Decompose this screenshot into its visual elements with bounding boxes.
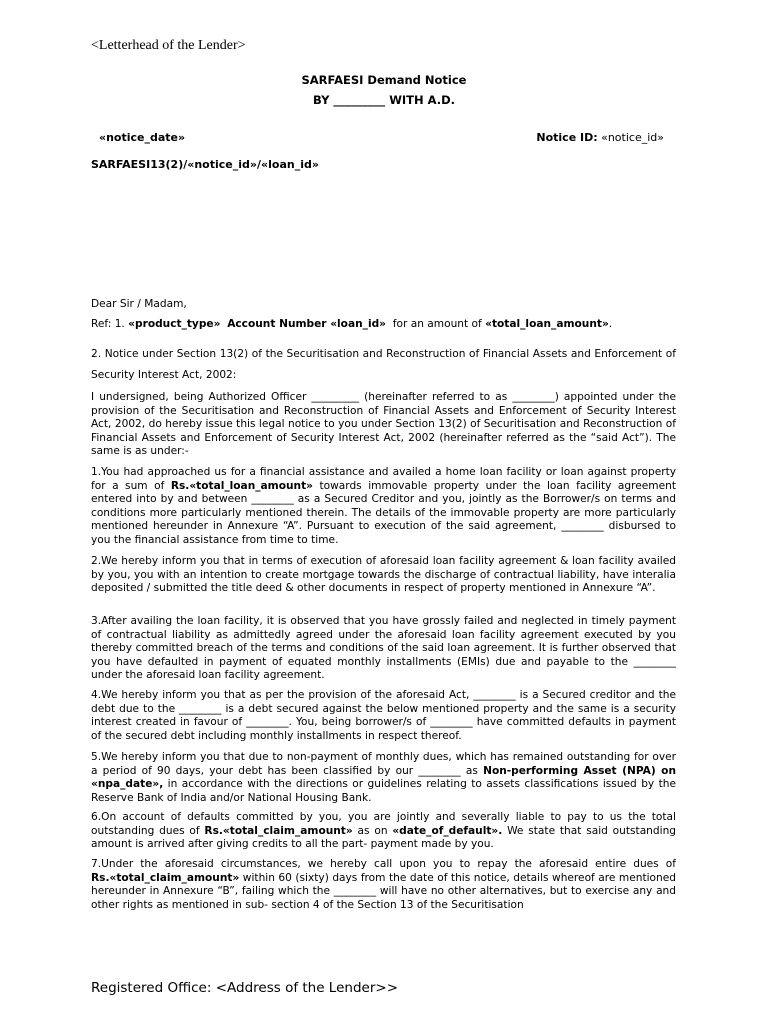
document-subtitle: BY _________ WITH A.D. [312,93,456,107]
paragraph-1 [91,466,676,548]
paragraph-6 [91,811,676,852]
intro-paragraph: I undersigned, being Authorized Officer _________ (hereinafter referred to as ________) appointed under the provision of the Securitisation and Reconstruction of Financial Assets and Enforcement of Security Interest Act, 2002, do hereby issue this legal notice to you under Section 13(2) of Securitisation and Reconstruction of Financial Assets and Enforcement of Security Interest Act, 2002 (hereinafter referred as the “said Act”). The same is as under:- [91,391,676,458]
notice-id-label: Notice ID: [536,131,598,144]
para5-text-a: 5.We hereby inform you that due to non-payment of monthly dues, which has remained outstanding for over a period of 90 days, your debt has been classified by our ________ as [91,751,676,777]
para6-text-a: 6.On account of defaults committed by you, you are jointly and severally liable to pay to us the total outstanding dues of [91,811,676,837]
notice-section-heading: 2. Notice under Section 13(2) of the Securitisation and Reconstruction of Financial Assets and Enforcement of Security Interest Act, 2002: [91,348,676,381]
loan-amount: «total_loan_amount» [485,318,609,330]
notice-id-value: «notice_id» [601,131,664,144]
para1-text-a: 1.You had approached us for a financial assistance and availed a home loan facility or loan against property for a sum of [91,466,676,492]
document-title: SARFAESI Demand Notice [301,73,467,87]
ref-prefix: Ref: 1. [91,318,129,330]
para5-text-c: in accordance with the directions or guidelines relating to assets classifications issued by the Reserve Bank of India and/or National Housing Bank. [91,778,676,804]
para7-claim: Rs.«total_claim_amount» [91,871,240,884]
letterhead-placeholder: <Letterhead of the Lender> [91,38,246,53]
notice-id [536,131,664,144]
notice-date: «notice_date» [99,131,186,144]
amount-text: for an amount of [392,318,482,330]
para5-npa: Non-performing Asset (NPA) on «npa_date», [91,764,676,791]
paragraph-5 [91,751,676,805]
paragraph-3: 3.After availing the loan facility, it is observed that you have grossly failed and neglected in timely payment of contractual liability as admittedly agreed under the aforesaid loan facility agreement executed by you thereby committed breach of the terms and conditions of the said loan agreement. It is further observed that you have defaulted in payment of equated monthly installments (EMIs) due and payable to the ________ under the aforesaid loan facility agreement. [91,615,676,682]
para6-text-c: as on [352,824,393,837]
paragraph-7 [91,858,676,913]
para1-amount: Rs.«total_loan_amount» [170,479,313,492]
registered-office-footer: Registered Office: <Address of the Lender>> [91,980,399,996]
reference-code: SARFAESI13(2)/«notice_id»/«loan_id» [91,158,319,171]
para7-text-a: 7.Under the aforesaid circumstances, we hereby call upon you to repay the aforesaid entire dues of [91,858,676,870]
salutation: Dear Sir / Madam, [91,298,187,310]
product-type: «product_type» [128,318,221,330]
ref-line [91,318,676,332]
account-number: Account Number «loan_id» [227,318,387,330]
ref-end: . [608,318,613,330]
para6-default-date: «date_of_default». [392,824,503,837]
paragraph-2: 2.We hereby inform you that in terms of execution of aforesaid loan facility agreement & loan facility availed by you, you with an intention to create mortgage towards the discharge of contractual liability, have interalia deposited / submitted the title deed & other documents in respect of property mentioned in Annexure “A”. [91,555,676,595]
paragraph-4: 4.We hereby inform you that as per the provision of the aforesaid Act, ________ is a Secured creditor and the debt due to the ________ is a debt secured against the below mentioned property and the same is a security interest created in favour of ________. You, being borrower/s of ________ have committed defaults in payment of the secured debt including monthly installments in respect thereof. [91,689,676,742]
para7-text-c: within 60 (sixty) days from the date of this notice, details whereof are mentioned hereunder in Annexure “B”, failing which the ________ will have no other alternatives, but to exercise any and other rights as mentioned in sub- section 4 of the Section 13 of the Securitisation [91,871,676,911]
para6-text-e: We state that said outstanding amount is arrived after giving credits to all the part- payment made by you. [91,824,677,851]
para6-claim: Rs.«total_claim_amount» [204,824,353,837]
para1-text-c: towards immovable property under the loan facility agreement entered into by and between ________ as a Secured Creditor and you, jointly as the Borrower/s on terms and conditions more particularly mentioned therein. The details of the immovable property are more particularly mentioned hereunder in Annexure “A”. Pursuant to execution of the said agreement, ________ disbursed to you the financial assistance from time to time. [91,479,676,546]
